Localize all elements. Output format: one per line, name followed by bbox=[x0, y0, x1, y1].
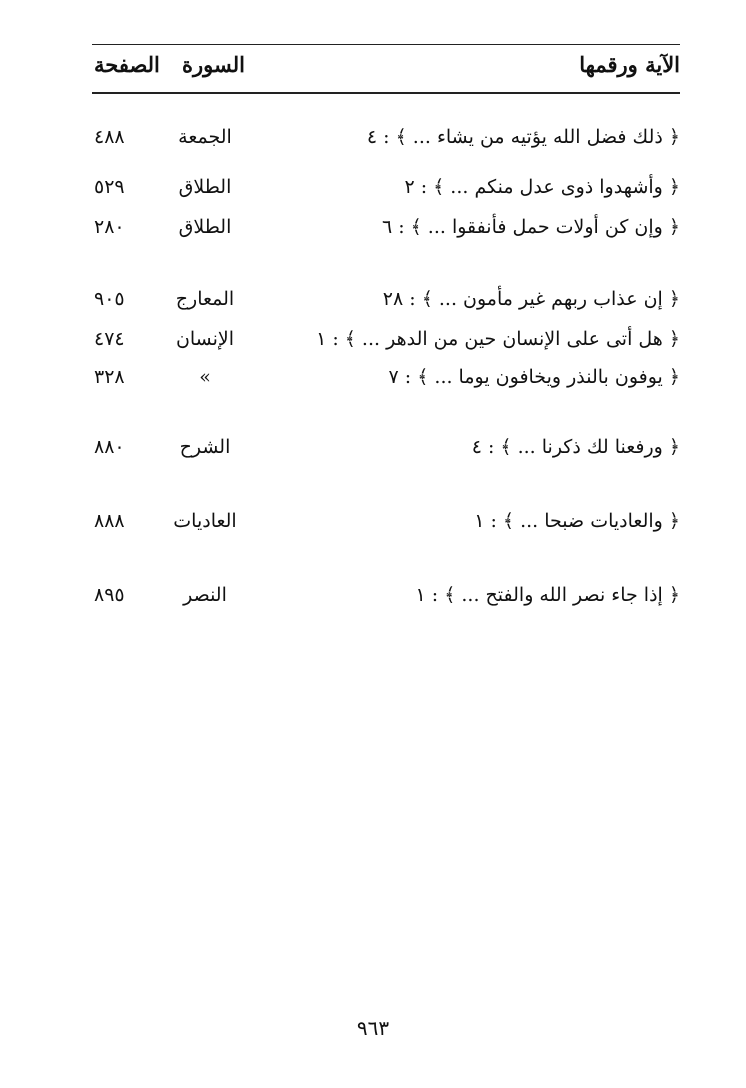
page-cell: ٩٠٥ bbox=[94, 288, 125, 310]
verse-cell: ﴿ هل أتى على الإنسان حين من الدهر ... ﴾ : ١ bbox=[316, 328, 680, 350]
header-rule bbox=[92, 92, 680, 94]
table-row bbox=[0, 584, 746, 618]
page-cell: ٢٨٠ bbox=[94, 216, 125, 238]
table-row bbox=[0, 216, 746, 250]
table-row bbox=[0, 328, 746, 362]
verse-cell: ﴿ وأشهدوا ذوى عدل منكم ... ﴾ : ٢ bbox=[404, 176, 680, 198]
page-cell: ٤٨٨ bbox=[94, 126, 125, 148]
verse-cell: ﴿ ذلك فضل الله يؤتيه من يشاء ... ﴾ : ٤ bbox=[366, 126, 680, 148]
top-rule bbox=[92, 44, 680, 45]
table-row bbox=[0, 510, 746, 544]
table-row bbox=[0, 288, 746, 322]
surah-cell: الطلاق bbox=[178, 176, 232, 198]
surah-cell: العاديات bbox=[173, 510, 237, 532]
page-cell: ٨٩٥ bbox=[94, 584, 125, 606]
table-row bbox=[0, 176, 746, 210]
surah-cell: الإنسان bbox=[175, 328, 235, 350]
verse-cell: ﴿ إن عذاب ربهم غير مأمون ... ﴾ : ٢٨ bbox=[382, 288, 680, 310]
verse-cell: ﴿ والعاديات ضبحا ... ﴾ : ١ bbox=[474, 510, 680, 532]
verse-cell: ﴿ وإن كن أولات حمل فأنفقوا ... ﴾ : ٦ bbox=[381, 216, 680, 238]
header-verse: الآية ورقمها bbox=[579, 52, 680, 77]
table-row bbox=[0, 366, 746, 400]
surah-cell: الشرح bbox=[179, 436, 231, 458]
surah-cell: » bbox=[199, 366, 211, 388]
header-page: الصفحة bbox=[94, 52, 160, 77]
table-row bbox=[0, 436, 746, 470]
surah-cell: الطلاق bbox=[178, 216, 232, 238]
verse-cell: ﴿ ورفعنا لك ذكرنا ... ﴾ : ٤ bbox=[471, 436, 680, 458]
surah-cell: النصر bbox=[183, 584, 227, 606]
page-number: ٩٦٣ bbox=[356, 1016, 390, 1040]
verse-cell: ﴿ يوفون بالنذر ويخافون يوما ... ﴾ : ٧ bbox=[388, 366, 680, 388]
table-row bbox=[0, 126, 746, 160]
page-cell: ٥٢٩ bbox=[94, 176, 125, 198]
surah-cell: المعارج bbox=[175, 288, 235, 310]
verse-cell: ﴿ إذا جاء نصر الله والفتح ... ﴾ : ١ bbox=[415, 584, 680, 606]
page-cell: ٤٧٤ bbox=[94, 328, 125, 350]
header-surah: السورة bbox=[182, 52, 245, 77]
table-header bbox=[0, 52, 746, 86]
page-cell: ٨٨٠ bbox=[94, 436, 125, 458]
surah-cell: الجمعة bbox=[178, 126, 232, 148]
page-cell: ٨٨٨ bbox=[94, 510, 125, 532]
page-cell: ٣٢٨ bbox=[94, 366, 125, 388]
